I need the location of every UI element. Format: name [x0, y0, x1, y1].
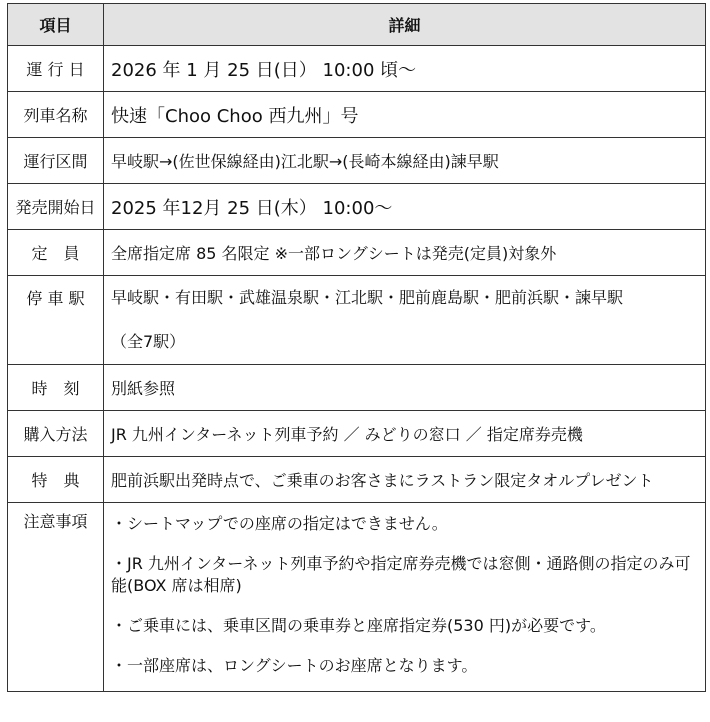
label-purchase: 購入方法	[8, 411, 104, 457]
row-route	[8, 138, 706, 184]
label-time: 時 刻	[8, 365, 104, 411]
label-benefit: 特 典	[8, 457, 104, 503]
header-detail: 詳細	[104, 4, 706, 46]
value-operation-date: 2026 年 1 月 25 日(日） 10:00 頃～	[104, 46, 706, 92]
value-route: 早岐駅→(佐世保線経由)江北駅→(長崎本線経由)諫早駅	[104, 138, 706, 184]
row-notes	[8, 503, 706, 692]
note-item: ・シートマップでの座席の指定はできません。	[111, 514, 448, 533]
label-train-name: 列車名称	[8, 92, 104, 138]
label-stops: 停 車 駅	[8, 276, 104, 365]
header-row	[8, 4, 706, 46]
value-capacity: 全席指定席 85 名限定 ※一部ロングシートは発売(定員)対象外	[104, 230, 706, 276]
value-sale-start: 2025 年12月 25 日(木） 10:00～	[104, 184, 706, 230]
row-benefit	[8, 457, 706, 503]
label-route: 運行区間	[8, 138, 104, 184]
value-purchase: JR 九州インターネット列車予約 ／ みどりの窓口 ／ 指定席券売機	[104, 411, 706, 457]
value-stops-cell	[104, 276, 706, 365]
detail-table	[7, 3, 706, 692]
value-train-name: 快速「Choo Choo 西九州」号	[104, 92, 706, 138]
note-item: ・一部座席は、ロングシートのお座席となります。	[111, 656, 478, 675]
note-item: ・JR 九州インターネット列車予約や指定席券売機では窓側・通路側の指定のみ可能(BOX 席は相席)	[111, 554, 691, 595]
row-train-name	[8, 92, 706, 138]
row-purchase	[8, 411, 706, 457]
note-item: ・ご乗車には、乗車区間の乗車券と座席指定券(530 円)が必要です。	[111, 616, 606, 635]
row-stops	[8, 276, 706, 365]
label-sale-start: 発売開始日	[8, 184, 104, 230]
row-operation-date	[8, 46, 706, 92]
label-notes: 注意事項	[8, 503, 104, 692]
row-sale-start	[8, 184, 706, 230]
row-capacity	[8, 230, 706, 276]
label-operation-date: 運 行 日	[8, 46, 104, 92]
value-stops: 早岐駅・有田駅・武雄温泉駅・江北駅・肥前鹿島駅・肥前浜駅・諫早駅	[111, 288, 624, 307]
value-notes-cell	[104, 503, 706, 692]
row-time	[8, 365, 706, 411]
label-capacity: 定 員	[8, 230, 104, 276]
detail-table-container	[7, 3, 705, 692]
header-item: 項目	[8, 4, 104, 46]
value-time: 別紙参照	[104, 365, 706, 411]
value-stops-count: （全7駅）	[111, 332, 186, 351]
value-benefit: 肥前浜駅出発時点で、ご乗車のお客さまにラストラン限定タオルプレゼント	[104, 457, 706, 503]
